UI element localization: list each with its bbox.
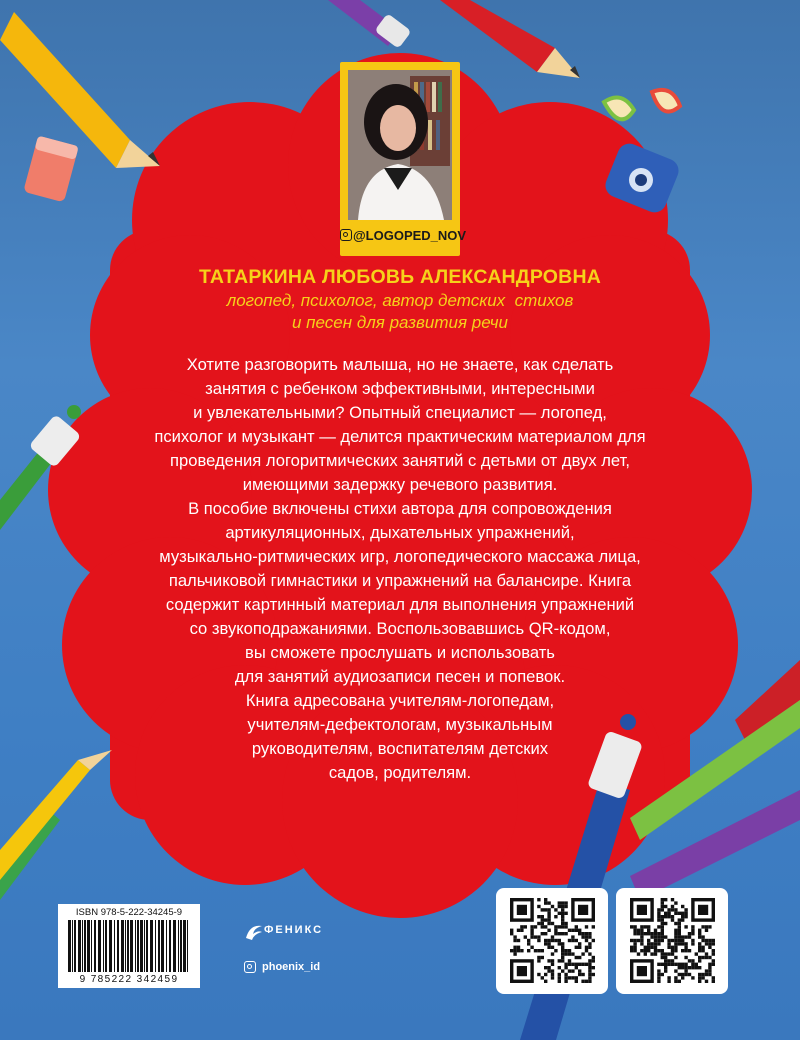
pencil-shavings: [604, 90, 680, 119]
author-role-line-1: логопед, психолог, автор детских стихов: [226, 291, 574, 310]
description-line: учителям-дефектологам, музыкальным: [247, 715, 553, 734]
description-line: музыкально-ритмических игр, логопедического массажа лица,: [159, 547, 641, 566]
author-instagram-handle: @LOGOPED_NOV: [353, 228, 467, 243]
description-line: занятия с ребенком эффективными, интересными: [205, 379, 595, 398]
instagram-icon: [340, 229, 352, 241]
publisher-logo: [244, 922, 344, 944]
book-description: [128, 353, 672, 785]
description-line: психолог и музыкант — делится практическим материалом для: [154, 427, 646, 446]
author-role-line-2: и песен для развития речи: [291, 313, 508, 332]
publisher-social-handle: phoenix_id: [262, 961, 321, 973]
description-line: пальчиковой гимнастики и упражнений на балансире. Книга: [168, 571, 632, 590]
description-line: имеющими задержку речевого развития.: [242, 475, 558, 494]
description-line: руководителям, воспитателям детских: [251, 739, 549, 758]
qr-code-2[interactable]: [616, 888, 728, 994]
author-photo: [348, 70, 452, 220]
qr-code-pattern: [616, 888, 728, 994]
pencil-red-top: [440, 0, 580, 78]
description-line: Хотите разговорить малыша, но не знаете, как сделать: [186, 355, 614, 374]
author-photo-frame: [340, 62, 467, 256]
instagram-icon: [244, 961, 256, 973]
barcode-digits: 9 785222 342459: [79, 974, 179, 985]
author-portrait-image: [348, 70, 452, 220]
description-line: В пособие включены стихи автора для сопровождения: [188, 499, 612, 518]
description-line: садов, родителям.: [328, 763, 472, 782]
publisher-name: ФЕНИКС: [264, 924, 324, 936]
description-line: артикуляционных, дыхательных упражнений,: [225, 523, 575, 542]
qr-code-pattern: [496, 888, 608, 994]
author-instagram: [340, 228, 467, 243]
description-line: со звукоподражаниями. Воспользовавшись QR-кодом,: [189, 619, 611, 638]
isbn-text: ISBN 978-5-222-34245-9: [75, 907, 183, 918]
description-line: и увлекательными? Опытный специалист — логопед,: [193, 403, 607, 422]
description-line: Книга адресована учителям-логопедам,: [245, 691, 555, 710]
eraser: [23, 136, 79, 203]
pencil-yellow-top-left: [0, 12, 160, 168]
description-line: проведения логоритмических занятий с детьми от двух лет,: [170, 451, 630, 470]
isbn-barcode: [58, 904, 200, 988]
description-line: вы сможете прослушать и использовать: [245, 643, 555, 662]
description-line: содержит картинный материал для выполнения упражнений: [165, 595, 635, 614]
description-line: для занятий аудиозаписи песен и попевок.: [234, 667, 566, 686]
marker-purple-top: [328, 0, 412, 49]
phoenix-logo-icon: [244, 922, 264, 942]
author-role: [170, 290, 630, 334]
qr-code-1[interactable]: [496, 888, 608, 994]
author-name: ТАТАРКИНА ЛЮБОВЬ АЛЕКСАНДРОВНА: [198, 266, 602, 288]
